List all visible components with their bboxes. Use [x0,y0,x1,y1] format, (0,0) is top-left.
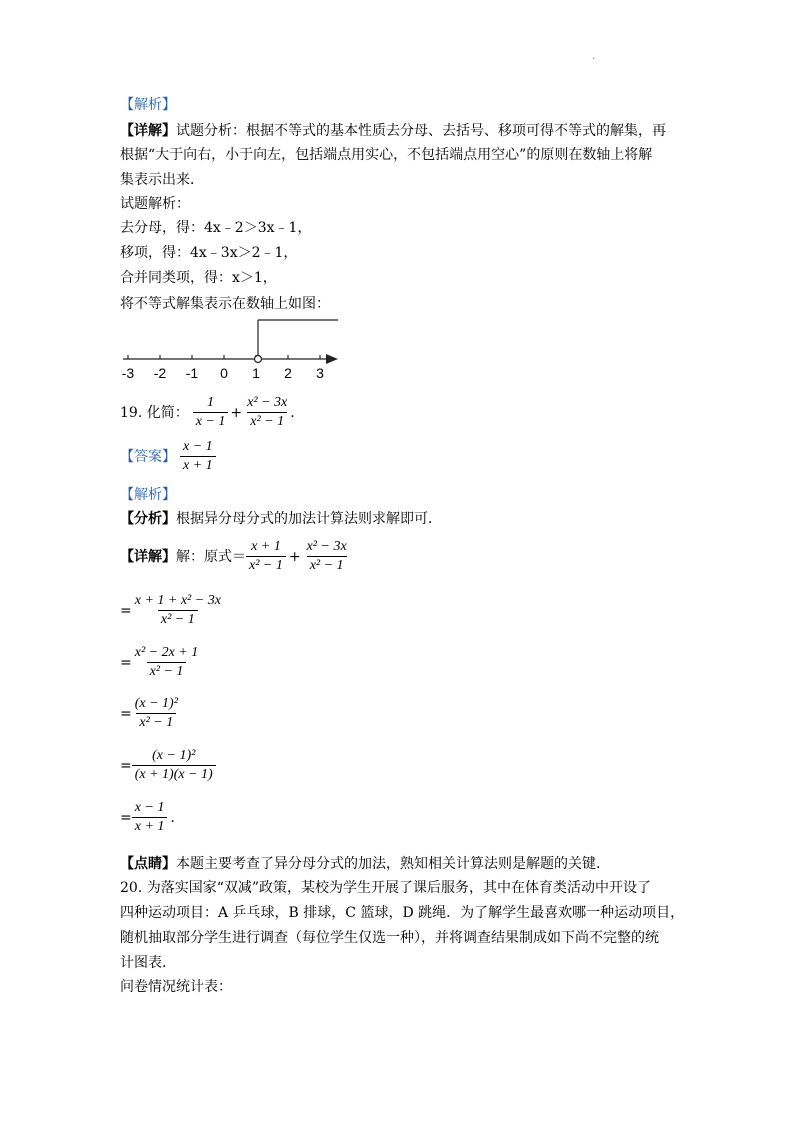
detail-step-0 [120,540,350,573]
d0-frac-2 [304,540,350,573]
q20-line-3: 随机抽取部分学生进行调查（每位学生仅选一种），并将调查结果制成如下尚不完整的统 [120,930,659,946]
eq-3: = [120,705,132,722]
answer-den: x + 1 [180,456,216,473]
number-line-arrow [326,354,338,364]
number-line-tick-label: 3 [316,365,324,380]
step-4: 将不等式解集表示在数轴上如图： [120,296,330,312]
d0-frac-1-num: x + 1 [251,539,281,554]
step-2-label: 移项，得： [120,245,190,261]
step-1-expr: 4x﹣2＞3x﹣1， [204,220,312,236]
answer-tag: 【答案】 [120,448,176,465]
d0-frac-2-den: x² − 1 [307,556,347,573]
d2-num: x² − 2x + 1 [134,645,199,660]
d3-frac [132,697,181,730]
detail-step-3 [120,697,181,730]
d0-frac-1 [246,540,286,573]
comment-line [120,857,610,871]
q20-line-1: 20. 为落实国家“双减”政策，某校为学生开展了课后服务，其中在体育类活动中开设了 [120,880,652,896]
d3-num: (x − 1)² [134,696,178,711]
number-line [118,314,350,380]
d1-frac [132,594,224,627]
eq-5: = [120,809,132,826]
q19-frac-2-den: x² − 1 [247,412,287,429]
q19-frac-2-num: x² − 3x [247,395,288,410]
analysis-line [120,512,442,526]
q20-line-4: 计图表． [120,955,176,971]
comment-text: 本题主要考查了异分母分式的加法，熟知相关计算法则是解题的关键． [176,856,610,872]
step-1-label: 去分母，得： [120,220,204,236]
open-endpoint [255,356,262,363]
answer-frac [180,440,216,473]
d3-den: x² − 1 [136,713,176,730]
detail-prefix: 解：原式＝ [176,548,246,565]
d4-frac [132,749,216,782]
d2-frac [132,646,202,679]
step-3-expr: x＞1， [232,270,277,286]
eq-2: = [120,654,132,671]
q19-frac-1-num: 1 [207,395,215,410]
number-line-tick-label: 2 [284,365,292,380]
q20-line-5: 问卷情况统计表： [120,979,232,995]
answer-line [120,440,216,473]
d5-end: . [170,809,175,826]
corner-dot: . [592,51,596,62]
steps-title: 试题解析： [120,196,190,212]
step-1 [120,221,311,235]
q19-frac-2 [244,396,290,429]
d2-den: x² − 1 [147,662,187,679]
d4-num: (x − 1)² [152,748,196,763]
step-2 [120,246,297,260]
detail-tag-19: 【详解】 [120,548,176,565]
analysis-text: 根据异分母分式的加法计算法则求解即可． [176,511,442,527]
detail-step-1 [120,594,224,627]
detail-text: 试题分析：根据不等式的基本性质去分母、去括号、移项可得不等式的解集，再 [176,123,666,139]
q20-line-2: 四种运动项目：A 乒乓球，B 排球，C 篮球，D 跳绳．为了解学生最喜欢哪一种运动项目， [120,905,685,921]
jiexi-tag-19: 【解析】 [120,487,176,503]
answer-num: x − 1 [183,439,213,454]
number-line-tick-label: -1 [185,365,199,380]
detail-step-5 [120,801,175,834]
number-line-tick-label: -3 [121,365,135,380]
step-3-label: 合并同类项，得： [120,270,232,286]
d5-frac [132,801,168,834]
detail-step-2 [120,646,201,679]
jiexi-tag: 【解析】 [120,97,176,113]
number-line-tick-label: 1 [252,365,260,380]
q19-plus: + [230,404,243,421]
analysis-tag: 【分析】 [120,511,176,527]
q19-frac-1 [193,396,229,429]
step-3 [120,271,277,285]
d0-plus: + [288,548,301,565]
q19-stem [120,396,295,429]
detail-line-1 [120,124,666,138]
q19-frac-1-den: x − 1 [193,412,229,429]
q19-number: 19. 化简： [120,404,189,421]
eq-1: = [120,602,132,619]
detail-line-3: 集表示出来． [120,172,204,188]
d0-frac-1-den: x² − 1 [246,556,286,573]
eq-4: = [120,757,132,774]
d0-frac-2-num: x² − 3x [306,539,347,554]
comment-tag: 【点睛】 [120,856,176,872]
d5-num: x − 1 [134,800,165,815]
d1-num: x + 1 + x² − 3x [134,593,221,608]
d1-den: x² − 1 [158,610,198,627]
detail-line-2: 根据“大于向右，小于向左，包括端点用实心，不包括端点用空心”的原则在数轴上将解 [120,147,653,163]
detail-tag: 【详解】 [120,123,176,139]
step-2-expr: 4x﹣3x＞2﹣1， [190,245,298,261]
d5-den: x + 1 [132,817,168,834]
number-line-tick-label: 0 [220,365,228,380]
d4-den: (x + 1)(x − 1) [132,765,216,782]
number-line-tick-label: -2 [153,365,167,380]
q19-end: . [290,404,295,421]
detail-step-4 [120,749,216,782]
